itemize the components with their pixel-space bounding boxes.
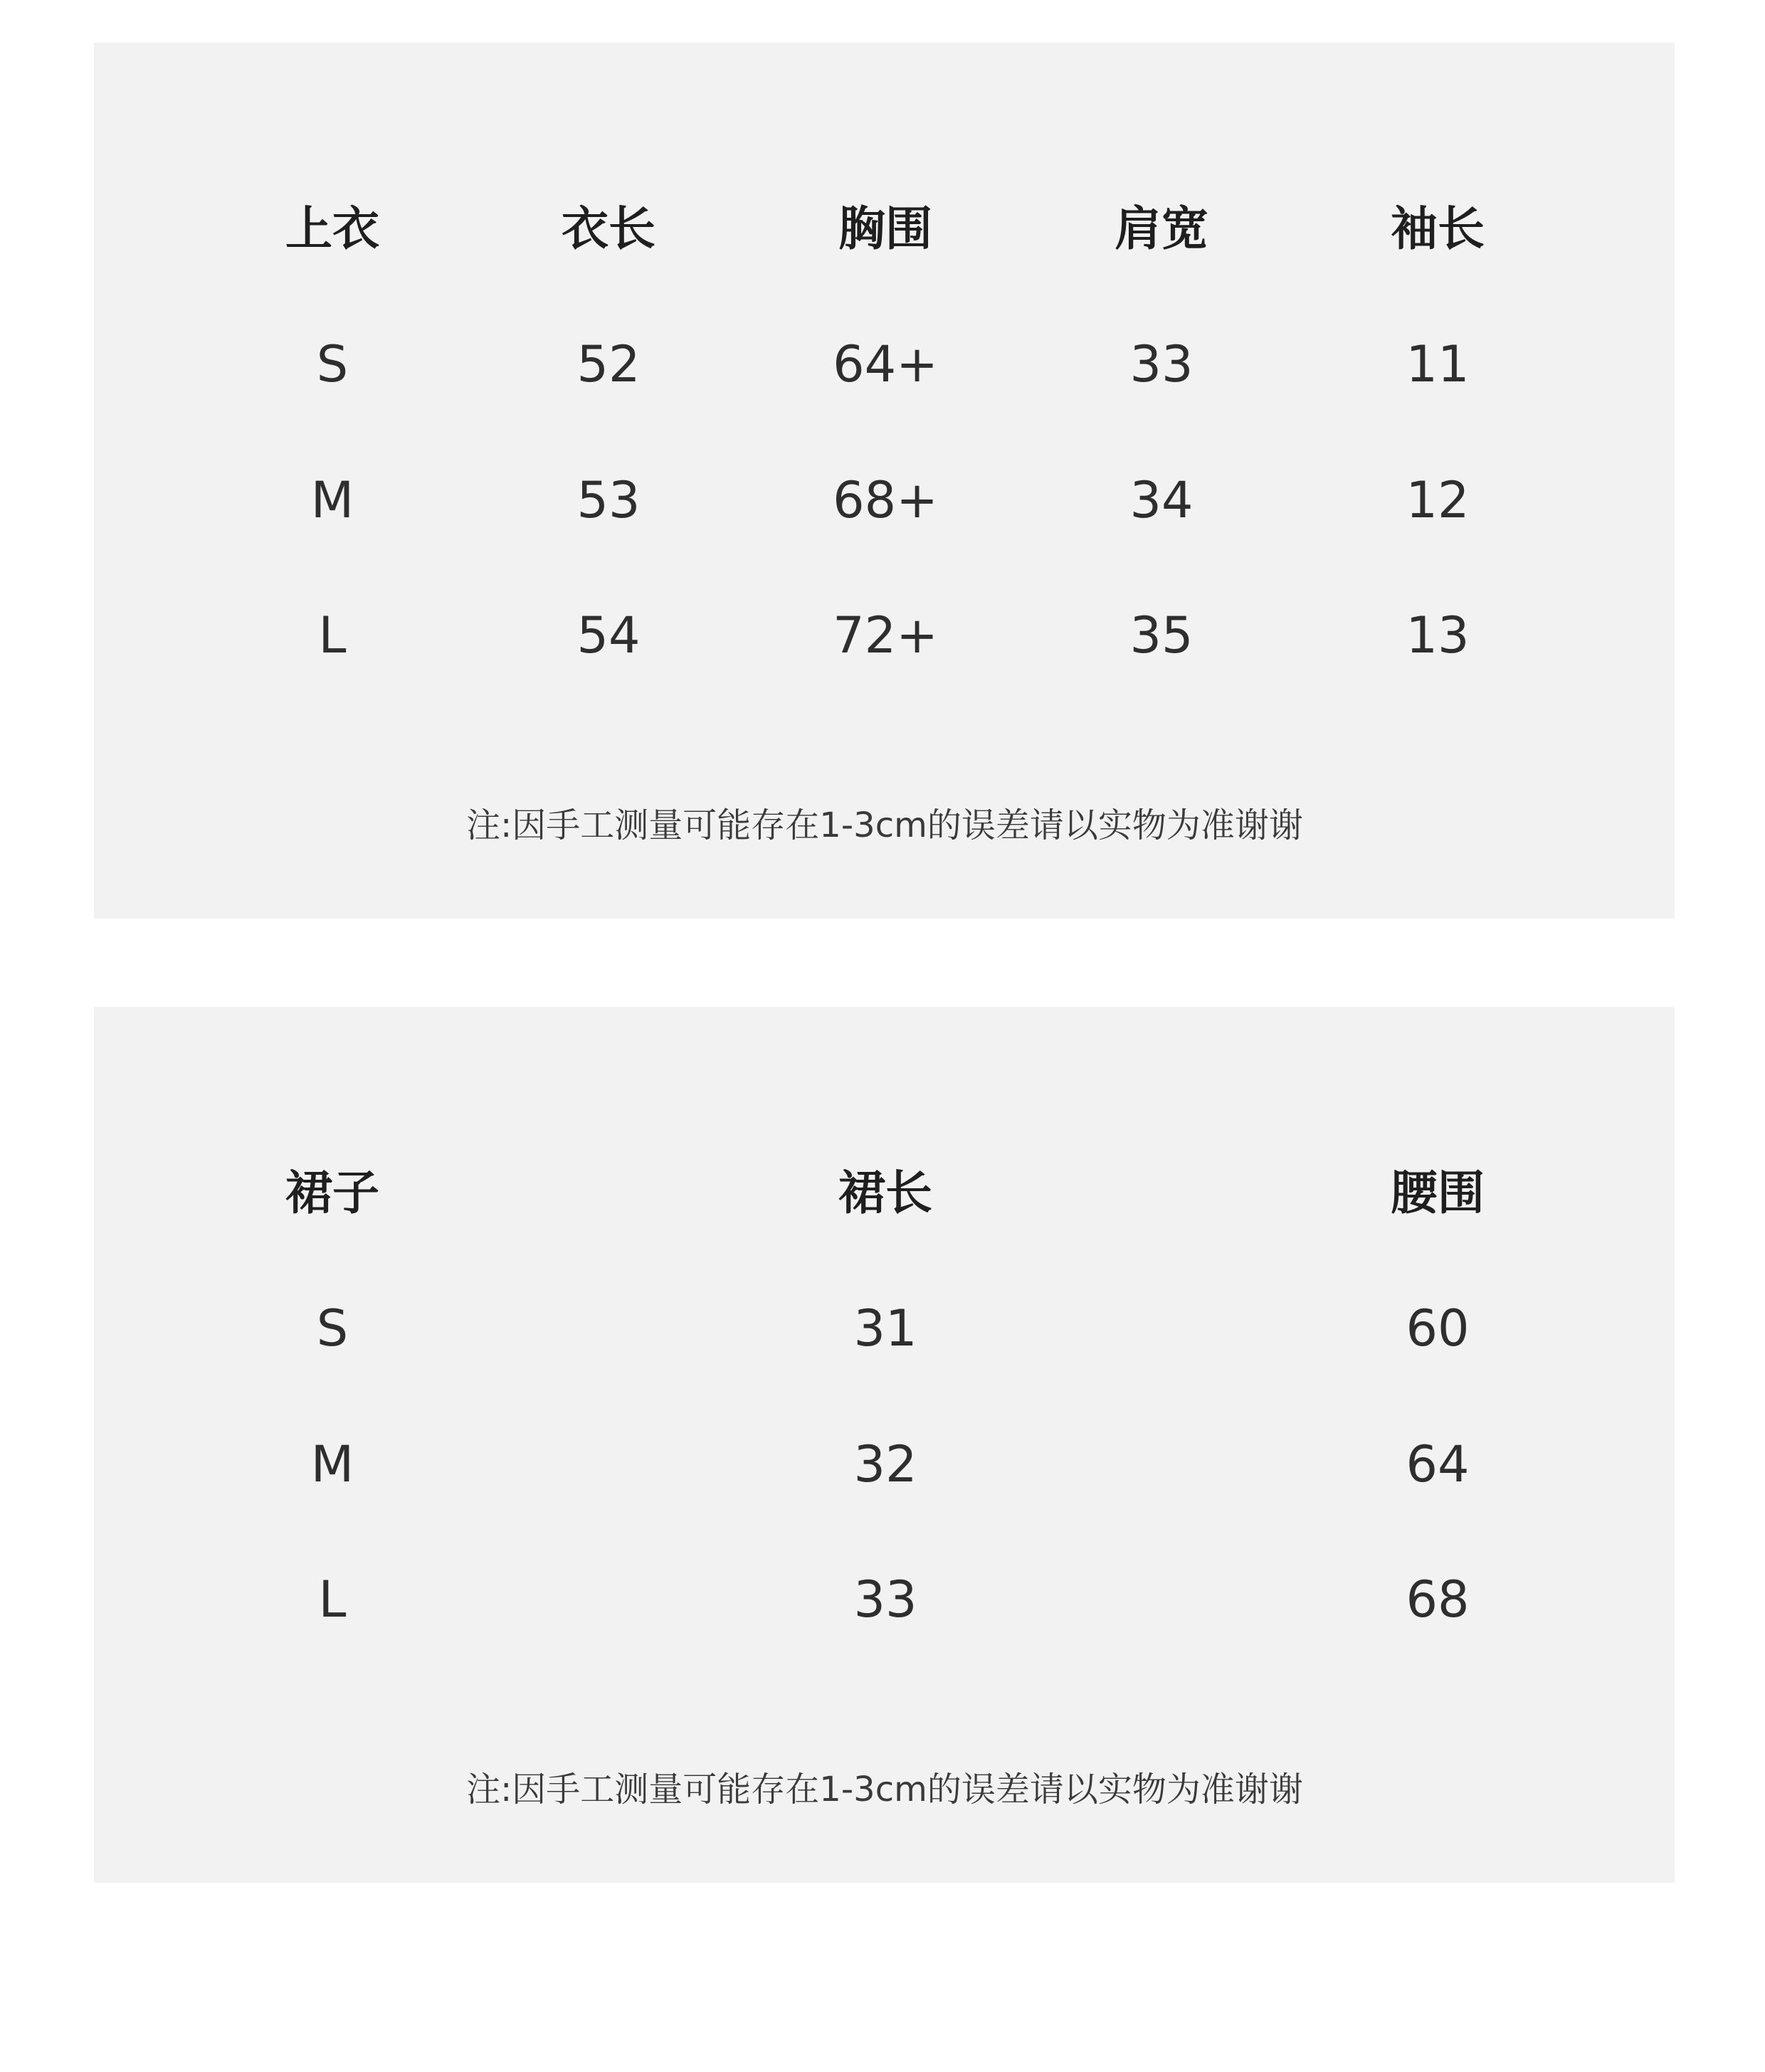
skirt-cell-waist: 60 (1406, 1299, 1470, 1358)
top-header-chest: 胸围 (838, 201, 932, 256)
top-cell-shoulder: 34 (1129, 471, 1194, 529)
skirt-cell-size: L (318, 1570, 347, 1629)
top-cell-length: 53 (576, 471, 641, 529)
skirt-header-garment: 裙子 (285, 1166, 379, 1220)
top-cell-size: M (310, 471, 354, 529)
top-cell-shoulder: 33 (1129, 335, 1194, 393)
skirt-size-table (94, 1007, 1675, 1883)
top-cell-sleeve: 13 (1406, 606, 1470, 665)
skirt-measurement-note: 注:因手工测量可能存在1-3cm的误差请以实物为准谢谢 (466, 1770, 1303, 1809)
top-cell-chest: 72+ (833, 606, 938, 665)
top-cell-length: 54 (576, 606, 641, 665)
top-cell-chest: 68+ (833, 471, 938, 529)
top-size-table (94, 43, 1675, 919)
skirt-cell-length: 33 (853, 1570, 917, 1629)
top-cell-size: L (318, 606, 347, 665)
skirt-cell-size: M (310, 1435, 354, 1494)
top-cell-sleeve: 12 (1406, 471, 1470, 529)
skirt-header-length: 裙长 (838, 1166, 932, 1220)
top-header-garment: 上衣 (285, 201, 379, 256)
skirt-cell-waist: 64 (1406, 1435, 1470, 1494)
skirt-header-waist: 腰围 (1391, 1166, 1485, 1220)
top-cell-size: S (316, 335, 349, 393)
top-header-sleeve: 袖长 (1391, 201, 1485, 256)
top-header-shoulder: 肩宽 (1115, 201, 1208, 256)
top-measurement-note: 注:因手工测量可能存在1-3cm的误差请以实物为准谢谢 (466, 805, 1303, 845)
skirt-cell-waist: 68 (1406, 1570, 1470, 1629)
top-cell-shoulder: 35 (1129, 606, 1194, 665)
top-header-length: 衣长 (562, 201, 655, 256)
skirt-cell-length: 32 (853, 1435, 917, 1494)
skirt-cell-size: S (316, 1299, 349, 1358)
top-cell-chest: 64+ (833, 335, 938, 393)
top-cell-sleeve: 11 (1406, 335, 1470, 393)
skirt-cell-length: 31 (853, 1299, 917, 1358)
top-cell-length: 52 (576, 335, 641, 393)
